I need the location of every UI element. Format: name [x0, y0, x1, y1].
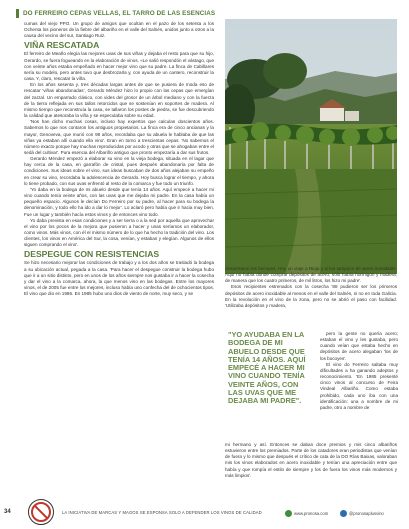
- body-paragraph: El ferreiro de Meaño elegía las mejores uvas de sus viñas y dejaba el resto para que su hijo, Gerardo, se fuera fogueando en la elaboración de vinos. «Le salió respondón el vástago, que con veinte años estaba empeñado en hacer mejor vino que su padre. La finca de Cabillares sería su modelo, pero antes tuvo que desbrozarla y, con ayuda de un cantero, reconstruir la casa. Y, claro, rescatar la viña.: [24, 51, 215, 82]
- body-paragraph: 'Nos han dicho muchas cosas, incluso hay expertos que calculan doscientos años. Sabemos lo que nos contaron los antiguos propietarios. La finca era de cinco ancianas y la mayor, Genoveva, que murió con 98 años, recordaba que su abuela le hablaba de que las viñas ya estaban allí cuando ella vino'. Eran en torno a trescientas cepas. 'No sabemos el número exacto porque hay muchas reproducidas por acodo y otras que se ahogaban entre el sedá del cultivar'. Pura esencia del Albariño antiguo que pronto empezaría a dar sus frutos.: [24, 119, 214, 155]
- header-title: DO FERREIRO CEPAS VELLAS, EL TARRO DE LAS ESENCIAS: [23, 9, 216, 17]
- website-link[interactable]: [285, 510, 328, 517]
- body-paragraph: desarmaron los bocoyes. Hoy un viaje a Rioja y si los tampoco de acero inoxidable. Aquí no había dónde comprar depósitos de acero, sólo había hormigón y madera, de manera que los cuatro primeros, de mil litros, los hizo mi padre'.: [225, 266, 397, 284]
- body-paragraph: En los años sesenta y, tres décadas largas antes de que se pusiera de moda eso de rescatar 'viñas abandonadas', Gerardo Méndez hizo lo propio con las cepas que emergían del zarzal. Un emparrado clásico, con vides del grosor de un árbol mediano y con la fuerza de la tierra reflejada en sus tallos retorcidos que se sostenían en soportes de madera. Al mismo tiempo que reconstruía la casa, se tallaron los postes de piedra, se fue descubriendo la calidad que atesoraba la viña y se especulaba sobre su edad.: [24, 82, 214, 119]
- vineyard-photo: [225, 19, 397, 274]
- vineyard-illustration: [225, 19, 397, 274]
- section-heading-rescatada: VIÑA RESCATADA: [24, 40, 100, 51]
- header-accent-bar: [16, 9, 19, 18]
- right-text-column: [225, 266, 397, 309]
- twitter-link[interactable]: [340, 510, 384, 517]
- section-heading-despegue: DESPEGUE CON RESISTENCIAS: [24, 249, 160, 260]
- intro-paragraph: cumas del viejo PPO. Un grupo de amigos que ocultan en el pazo de los setenta a los Ochenta los pioneros de la fiebre del albariño en el valle del Salnés, unidos junto a otros a la causa del vecino del sur, Santiago Ruiz.: [24, 21, 214, 39]
- page-footer: [0, 505, 409, 524]
- campaign-text: LA INICIATIVA DE MARCAS Y MAGOS SE ESPONSA SOLO A DEFENDER LOS VINOS DE CALIDAD: [62, 510, 262, 515]
- body-paragraph: mi hermano y así. Entonces se daban doce premios y mis cinco albariños estuvieron entre los premiados. Parte de los catadores eran periodistas que venían de fuera y lo mismo que después el crítico de cata de la DO Rías Baixas, valoraban mis los vinos elaborados en acero inoxidable y tenían una apreciación entre que había y que rompía el estilo de siempre y los de fuera los vinos más modernos y más limpios'.: [225, 442, 397, 478]
- website-label: www.pronosa.com: [294, 511, 329, 516]
- running-header: [16, 6, 396, 20]
- page-number: 34: [4, 509, 11, 515]
- twitter-icon: [340, 510, 347, 517]
- twitter-label: @pronosaplusvino: [349, 511, 384, 516]
- body-paragraph: Yo daba prevista en esas condiciones y a ser tierra o a la sed por aquella que aprovechar el vino por los pocos de la mejora que pusieron a hacer y unas seríamos un elaborador, como vinos. Más vinos, con él el mismo número de lo que ha hecho la tradición del vino. Los clientes, los vinos en América del Sur, la cosa, venían, y estaban y elegían. Algunos de ellos siguen comprando el vino'.: [24, 217, 214, 248]
- pull-quote: "YO AYUDABA EN LA BODEGA DE MI ABUELO DESDE QUE TENÍA 14 AÑOS. AQUÍ EMPECÉ A HACER MI VINO CUANDO TENÍA VEINTE AÑOS, CON LAS UVAS QUE ME DEJABA MI PADRE".: [228, 330, 306, 406]
- body-paragraph: El vino do Ferreiro saltaba muy dificultades a ha ganando adeptos y reconocimiento. 'En 1985 presenté cinco vinos al concurso de Feira Vindeal Albariño. Como estaba prohibido, cada uno iba con una identificación: una a nombre de mi padre, otro a nombre de: [320, 361, 398, 410]
- body-paragraph: Esos recipientes estrenados con la cosecha '88 pudieron ser los primeros depósitos de acero inoxidable al menos en el valle del Salnés, si no en toda Galicia. En la revolución en el vino de la zona, pero no se abrió el paso con facilidad. 'Utilizaba depósitos y madera,: [225, 284, 397, 308]
- right-bottom-text: [225, 442, 397, 479]
- right-narrow-column: [320, 331, 398, 411]
- body-paragraph: Se hizo necesario mejorar las condiciones de trabajo y a los dos años se trasladó la bodega a su ubicación actual, pegada a la casa. 'Para hacer el despegue construir la bodega hubo que ir a un sitio distinto, pero en unos de los años siempre nos gustaba ir a hacer la cosecha y dar el vino a la comarca, ahora, la que menos vino en las bodegas. Entre los mayores vinos, el de 2005 fue entre los mejores, incluso había uno confecha del de ochocientos tipos. El vino que dio en 1986. En 1985 hubo uno dios de viento de norte, muy seco, y se: [24, 260, 214, 297]
- body-paragraph: 'Yo daba en la bodega de mi abuelo desde que tenía 14 años. Aquí empecé a hacer mi vino cuando tenía veinte años, con las uvas que me dejaba mi padre. En la casa había un pequeño espacio. Algunos le decían Do Ferreiro por su padre, al hacer para su bodega la denominación, y todo ello ha ido a dar lo mejor'. Lo aclaró pero había que ir hacia muy bien. Fue un lugar y también hacía estos vinos y de entonces vino todo.: [24, 186, 214, 217]
- left-text-column: [24, 21, 214, 297]
- body-paragraph: Gerardo Méndez empezó a elaborar su vino en la vieja bodega, situada en el lagar que hay cerca de la casa, en garrafón de cristal, pues después abandonaría por falta de condiciones. Sus ideas sobre el vino, sus ideas buscaban de dos años alejaban su empeño en crear su vino, recordaba la adolescencia de Gerardo. Hoy busca lograr el tiempo, y ahora lo tiene probado, con sus uvas enfrentó al resto de la comarca y fue todo un triunfo.: [24, 156, 214, 186]
- globe-icon: [285, 510, 292, 517]
- campaign-logo-icon: [28, 499, 54, 525]
- body-paragraph: pero la gente no quería acero; estaban el vino y les gustaba, pero cuando veían que estaba hecho en depósitos de acero alegaban 'los de los bocoyes'.: [320, 331, 398, 361]
- no-sign-icon: [29, 500, 53, 524]
